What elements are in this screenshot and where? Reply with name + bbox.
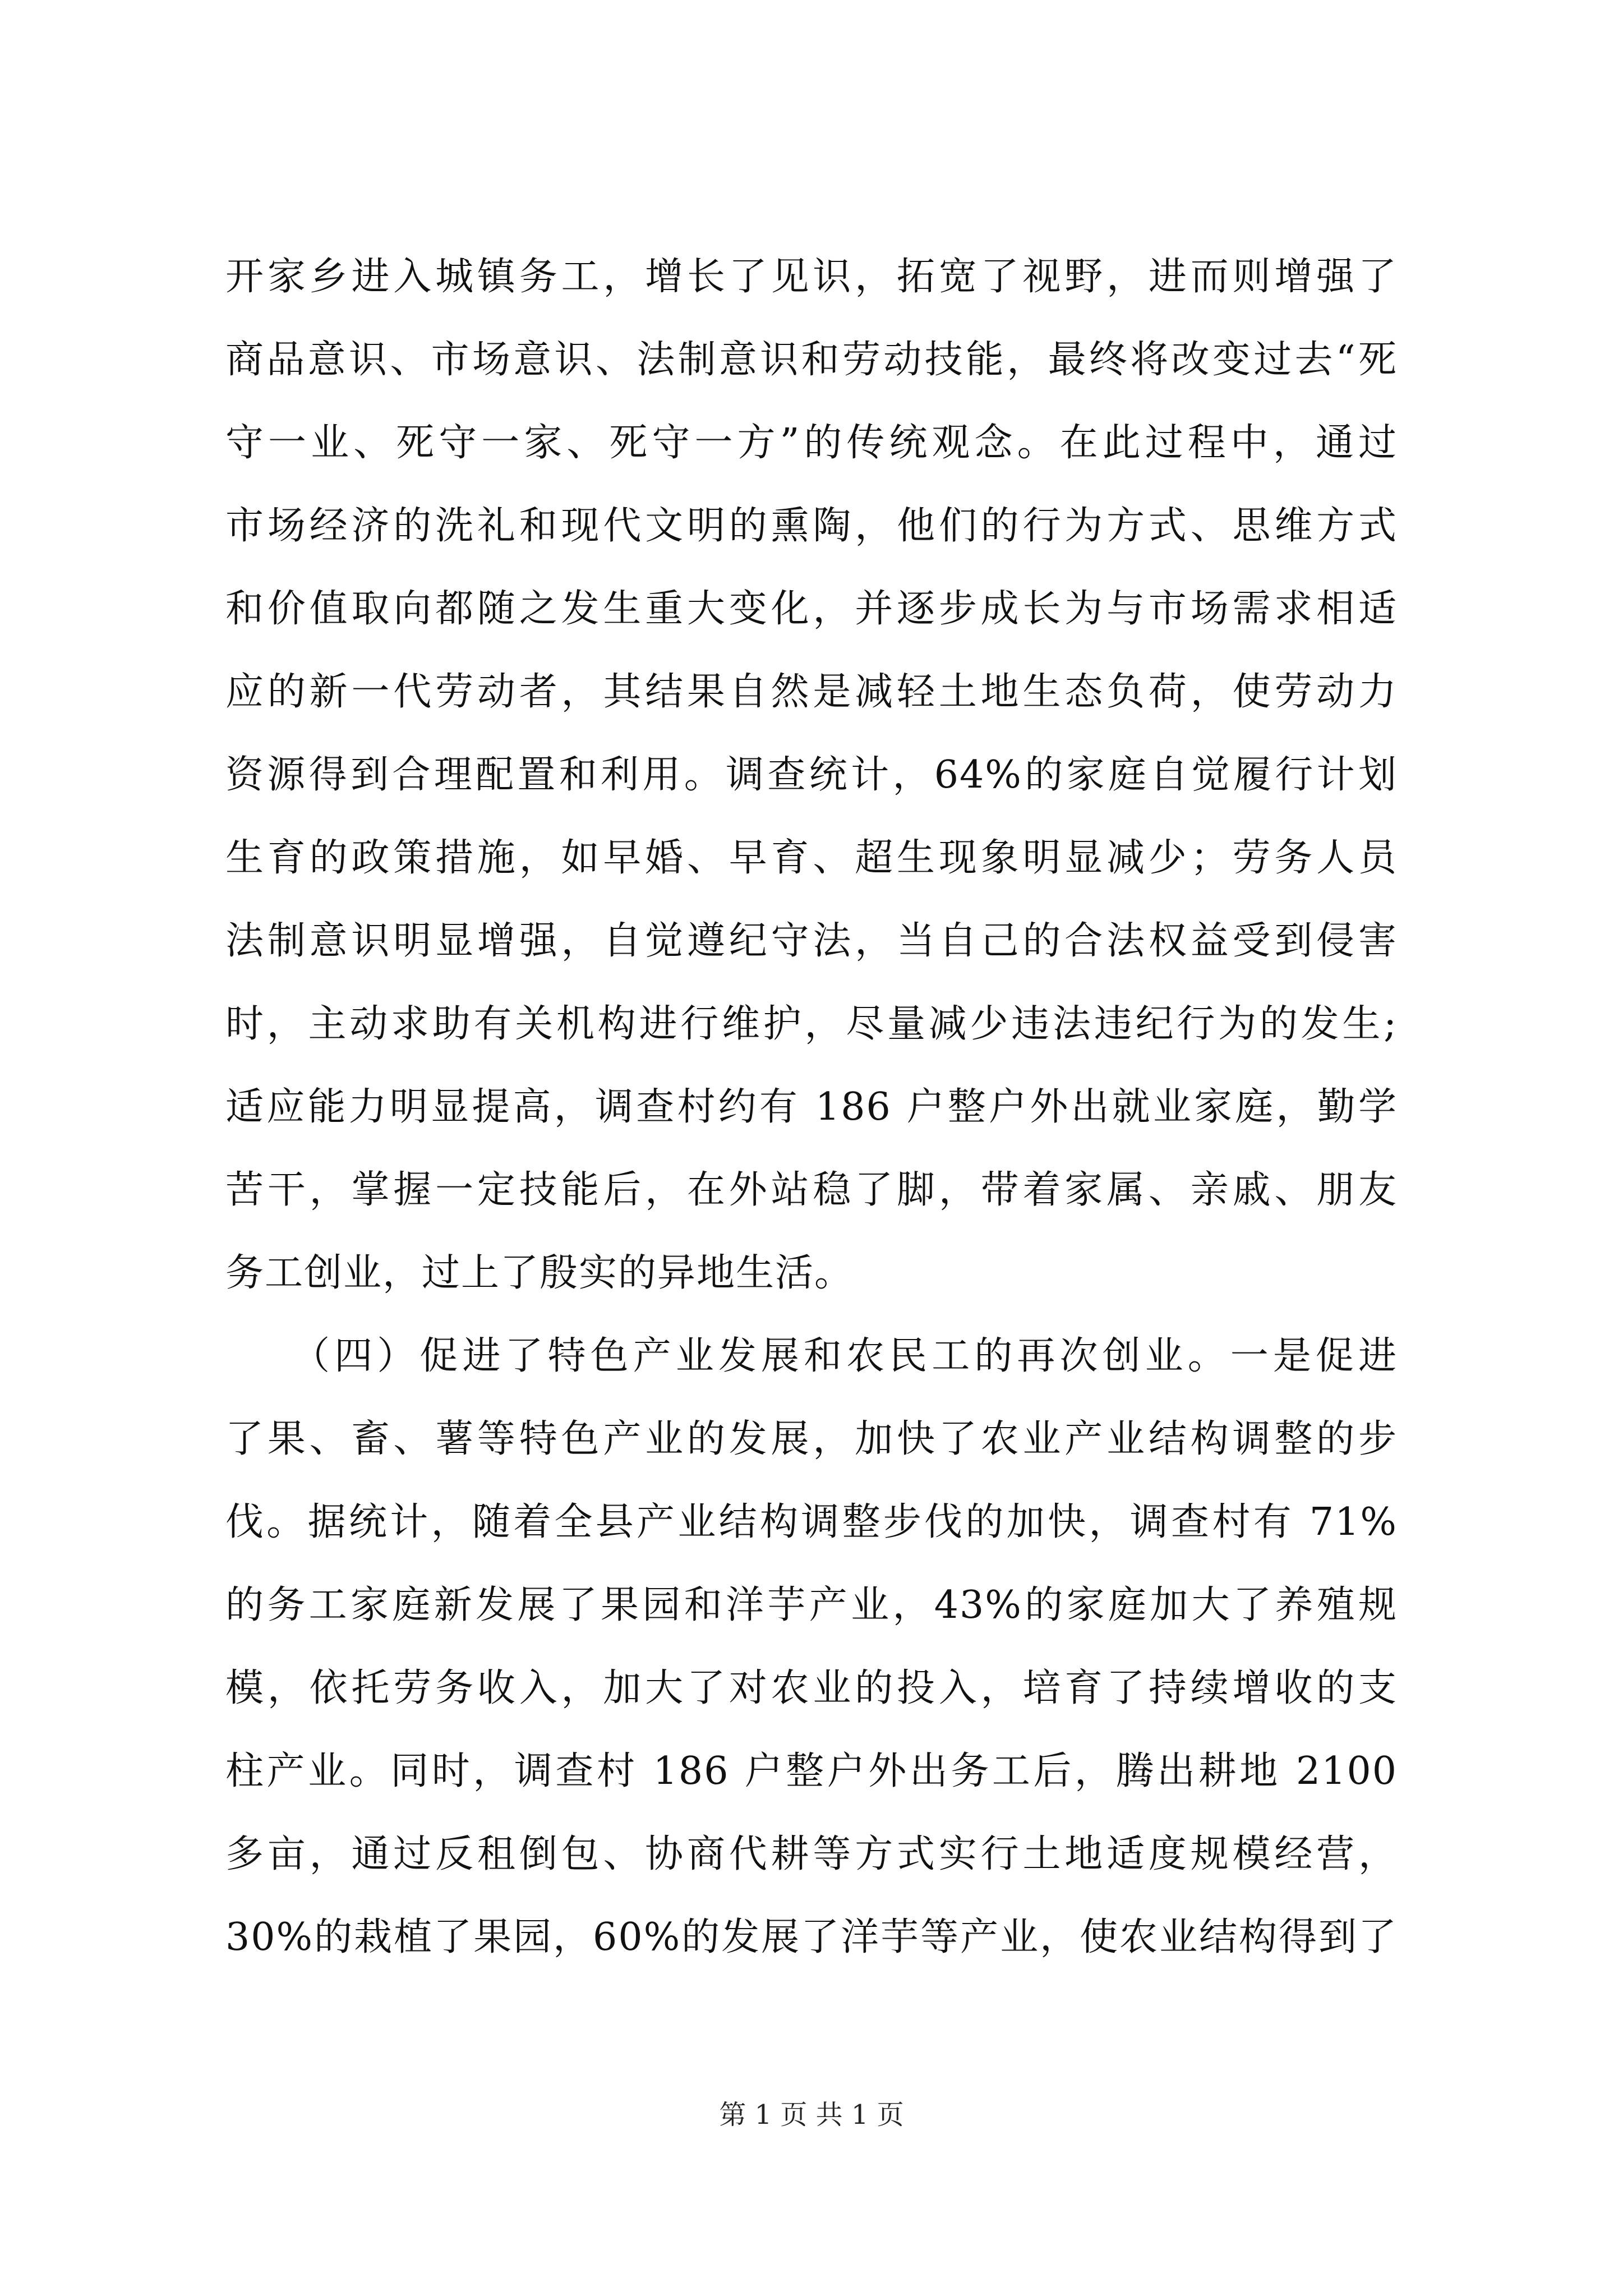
- text-line: 资源得到合理配置和利用。调查统计，64%的家庭自觉履行计划: [225, 753, 1398, 797]
- text-line: 法制意识明显增强，自觉遵纪守法，当自己的合法权益受到侵害: [225, 919, 1398, 963]
- text-line: 和价值取向都随之发生重大变化，并逐步成长为与市场需求相适: [225, 587, 1398, 631]
- text-line: 多亩，通过反租倒包、协商代耕等方式实行土地适度规模经营，: [225, 1832, 1398, 1876]
- text-line: 开家乡进入城镇务工，增长了见识，拓宽了视野，进而则增强了: [225, 255, 1398, 299]
- text-line: 生育的政策措施，如早婚、早育、超生现象明显减少；劳务人员: [225, 836, 1398, 880]
- text-line: （四）促进了特色产业发展和农民工的再次创业。一是促进: [225, 1334, 1398, 1378]
- text-line: 务工创业，过上了殷实的异地生活。: [225, 1251, 854, 1295]
- body-text: [225, 236, 1398, 1979]
- text-line: 了果、畜、薯等特色产业的发展，加快了农业产业结构调整的步: [225, 1417, 1398, 1461]
- text-line: 模，依托劳务收入，加大了对农业的投入，培育了持续增收的支: [225, 1666, 1398, 1710]
- text-line: 苦干，掌握一定技能后，在外站稳了脚，带着家属、亲戚、朋友: [225, 1168, 1398, 1212]
- text-line: 30%的栽植了果园，60%的发展了洋芋等产业，使农业结构得到了: [225, 1915, 1398, 1959]
- text-line: 的务工家庭新发展了果园和洋芋产业，43%的家庭加大了养殖规: [225, 1583, 1398, 1627]
- text-line: 柱产业。同时，调查村 186 户整户外出务工后，腾出耕地 2100: [225, 1749, 1398, 1793]
- text-line: 市场经济的洗礼和现代文明的熏陶，他们的行为方式、思维方式: [225, 504, 1398, 548]
- text-line: 守一业、死守一家、死守一方”的传统观念。在此过程中，通过: [225, 421, 1398, 465]
- text-line: 适应能力明显提高，调查村约有 186 户整户外出就业家庭，勤学: [225, 1085, 1398, 1129]
- text-line: 伐。据统计，随着全县产业结构调整步伐的加快，调查村有 71%: [225, 1500, 1398, 1544]
- text-line: 应的新一代劳动者，其结果自然是减轻土地生态负荷，使劳动力: [225, 670, 1398, 714]
- page-footer: 第 1 页 共 1 页: [719, 2099, 904, 2131]
- text-line: 商品意识、市场意识、法制意识和劳动技能，最终将改变过去“死: [225, 338, 1398, 382]
- text-line: 时，主动求助有关机构进行维护，尽量减少违法违纪行为的发生;: [225, 1002, 1398, 1046]
